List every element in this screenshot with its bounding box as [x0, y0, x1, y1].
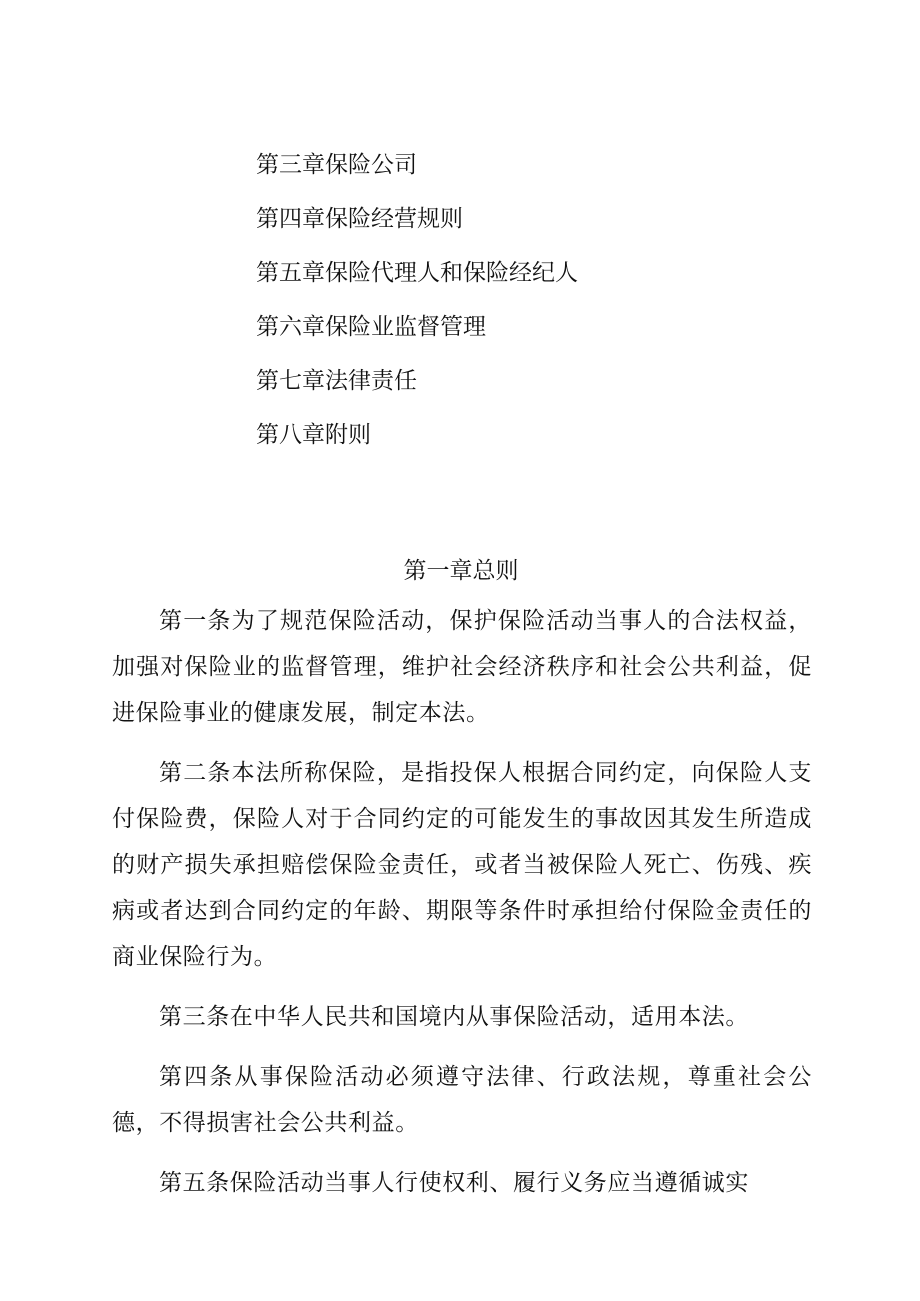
- article-1: 第一条为了规范保险活动，保护保险活动当事人的合法权益，加强对保险业的监督管理，维护社会经济秩序和社会公共利益，促进保险事业的健康发展，制定本法。: [112, 608, 812, 726]
- toc-item-chapter-4: 第四章保险经营规则: [256, 206, 463, 232]
- toc-item-chapter-3: 第三章保险公司: [256, 152, 417, 178]
- chapter-body: [112, 598, 812, 1220]
- chapter-title: 第一章总则: [403, 558, 519, 584]
- toc-item-chapter-6: 第六章保险业监督管理: [256, 314, 486, 340]
- article-2: 第二条本法所称保险，是指投保人根据合同约定，向保险人支付保险费，保险人对于合同约定的可能发生的事故因其发生所造成的财产损失承担赔偿保险金责任，或者当被保险人死亡、伤残、疾病或者达到合同约定的年龄、期限等条件时承担给付保险金责任的商业保险行为。: [112, 760, 812, 970]
- article-4: 第四条从事保险活动必须遵守法律、行政法规，尊重社会公德，不得损害社会公共利益。: [112, 1064, 812, 1136]
- article-5: 第五条保险活动当事人行使权利、履行义务应当遵循诚实: [159, 1170, 749, 1196]
- table-of-contents: [256, 148, 578, 472]
- article-3: 第三条在中华人民共和国境内从事保险活动，适用本法。: [159, 1004, 749, 1030]
- toc-item-chapter-5: 第五章保险代理人和保险经纪人: [256, 260, 578, 286]
- toc-item-chapter-7: 第七章法律责任: [256, 368, 417, 394]
- toc-item-chapter-8: 第八章附则: [256, 422, 371, 448]
